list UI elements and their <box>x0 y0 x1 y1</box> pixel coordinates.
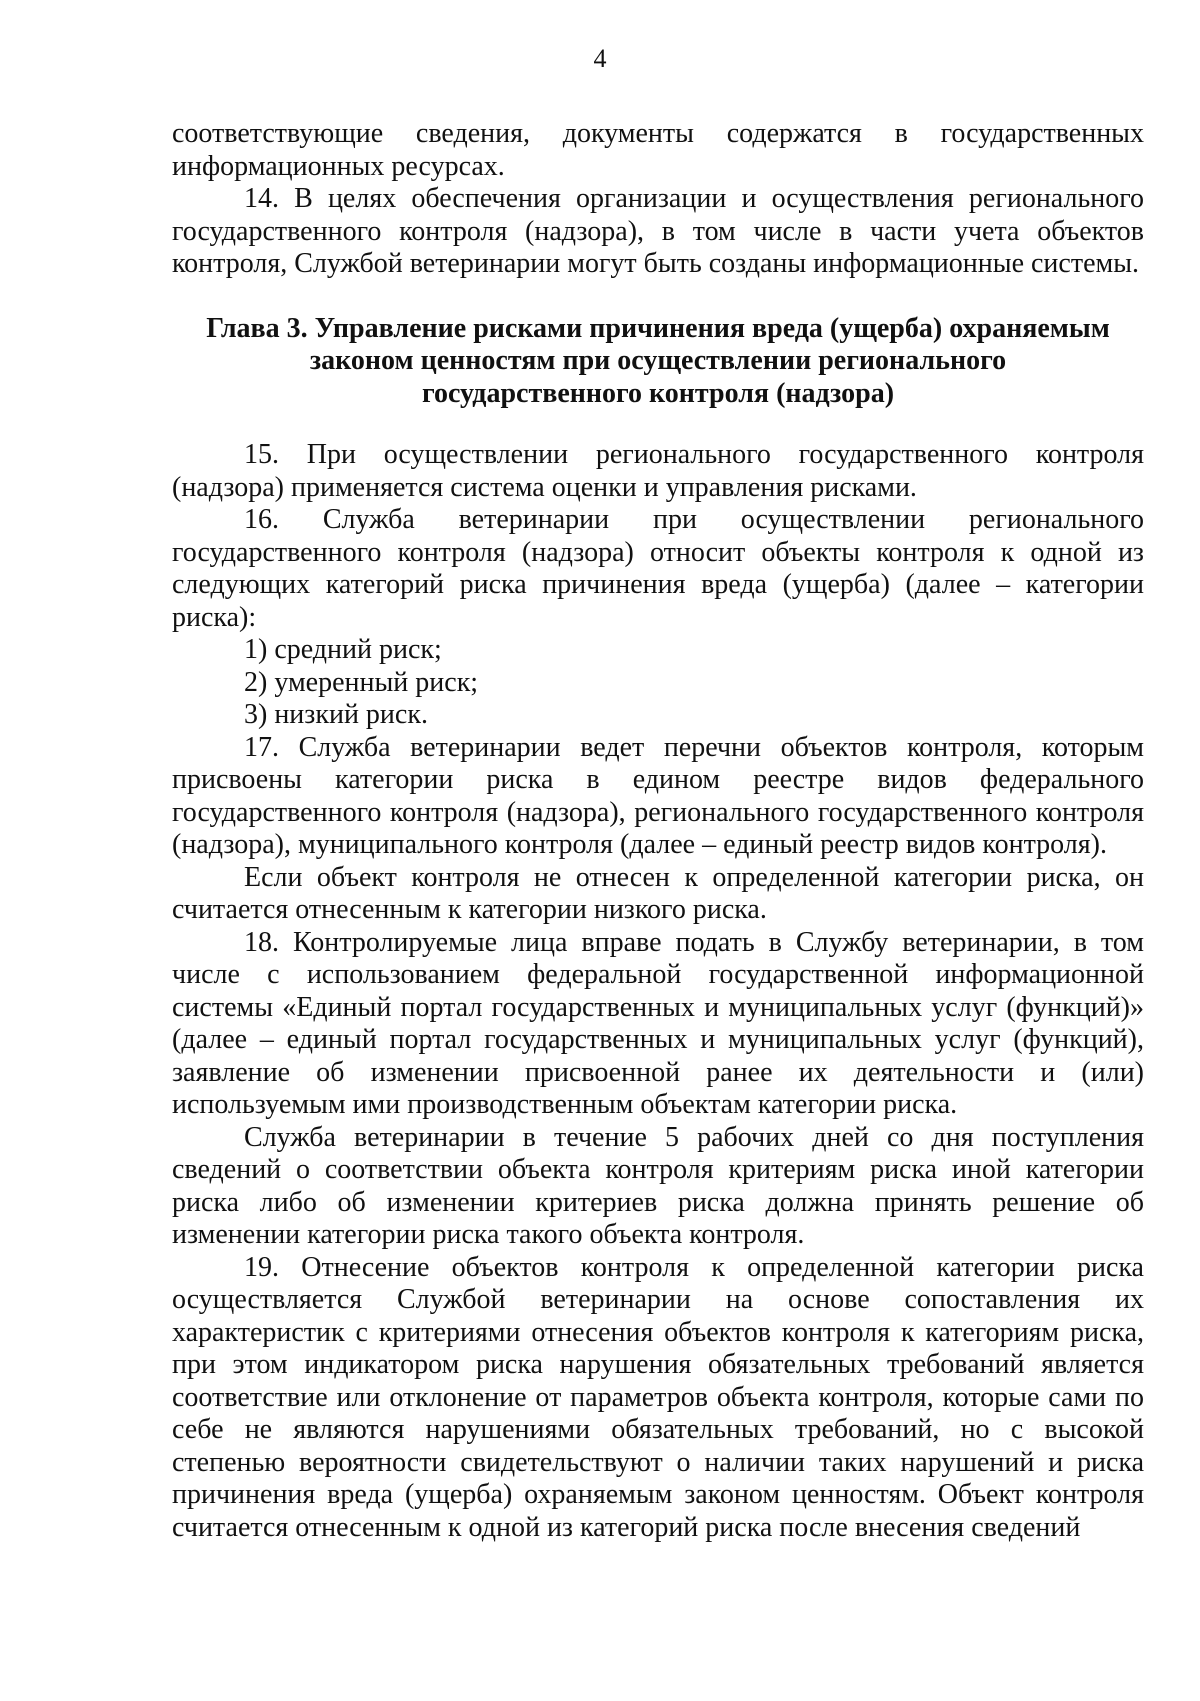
chapter-heading-line-3: государственного контроля (надзора) <box>421 377 895 409</box>
document-body <box>172 118 1144 1544</box>
chapter-heading <box>172 313 1144 411</box>
risk-item-medium: 1) средний риск; <box>244 634 442 665</box>
paragraph-19: 19. Отнесение объектов контроля к определенной категории риска осуществляется Службой ветеринарии на основе сопоставления их характеристик с критериями отнесения объектов контроля к категориям риска, при этом индикатором риска нарушения обязательных требований является соответствие или отклонение от параметров объекта контроля, которые сами по себе не являются нарушениями обязательных требований, но с высокой степенью вероятности свидетельствуют о наличии таких нарушений и риска причинения вреда (ущерба) охраняемым законом ценностям. Объект контроля считается отнесенным к одной из категорий риска после внесения сведений <box>172 1251 1144 1543</box>
paragraph-18: 18. Контролируемые лица вправе подать в Службу ветеринарии, в том числе с использованием федеральной государственной информационной системы «Единый портал государственных и муниципальных услуг (функций)» (далее – единый портал государственных и муниципальных услуг (функций), заявление об изменении присвоенной ранее их деятельности и (или) используемым ими производственным объектам категории риска. <box>172 926 1144 1120</box>
risk-item-low: 3) низкий риск. <box>244 699 428 730</box>
paragraph-14: 14. В целях обеспечения организации и осуществления регионального государственного контроля (надзора), в том числе в части учета объектов контроля, Службой ветеринарии могут быть созданы информационные системы. <box>172 183 1144 279</box>
paragraph-17: 17. Служба ветеринарии ведет перечни объектов контроля, которым присвоены категории риска в едином реестре видов федерального государственного контроля (надзора), регионального государственного контроля (надзора), муниципального контроля (далее – единый реестр видов контроля). <box>172 731 1144 860</box>
paragraph-continuation: соответствующие сведения, документы содержатся в государственных информационных ресурсах. <box>172 118 1144 182</box>
paragraph-16: 16. Служба ветеринарии при осуществлении регионального государственного контроля (надзора) относит объекты контроля к одной из следующих категорий риска причинения вреда (ущерба) (далее – категории риска): <box>172 504 1144 633</box>
paragraph-18-note: Служба ветеринарии в течение 5 рабочих дней со дня поступления сведений о соответствии объекта контроля критериям риска иной категории риска либо об изменении критериев риска должна принять решение об изменении категории риска такого объекта контроля. <box>172 1121 1144 1250</box>
risk-item-moderate: 2) умеренный риск; <box>244 666 479 698</box>
paragraph-15: 15. При осуществлении регионального государственного контроля (надзора) применяется система оценки и управления рисками. <box>172 439 1144 503</box>
chapter-heading-line-1: Глава 3. Управление рисками причинения вреда (ущерба) охраняемым <box>206 312 1110 344</box>
chapter-heading-line-2: законом ценностям при осуществлении регионального <box>309 345 1007 376</box>
paragraph-17-note: Если объект контроля не отнесен к определенной категории риска, он считается отнесенным к категории низкого риска. <box>172 861 1144 925</box>
page-number: 4 <box>593 44 607 73</box>
